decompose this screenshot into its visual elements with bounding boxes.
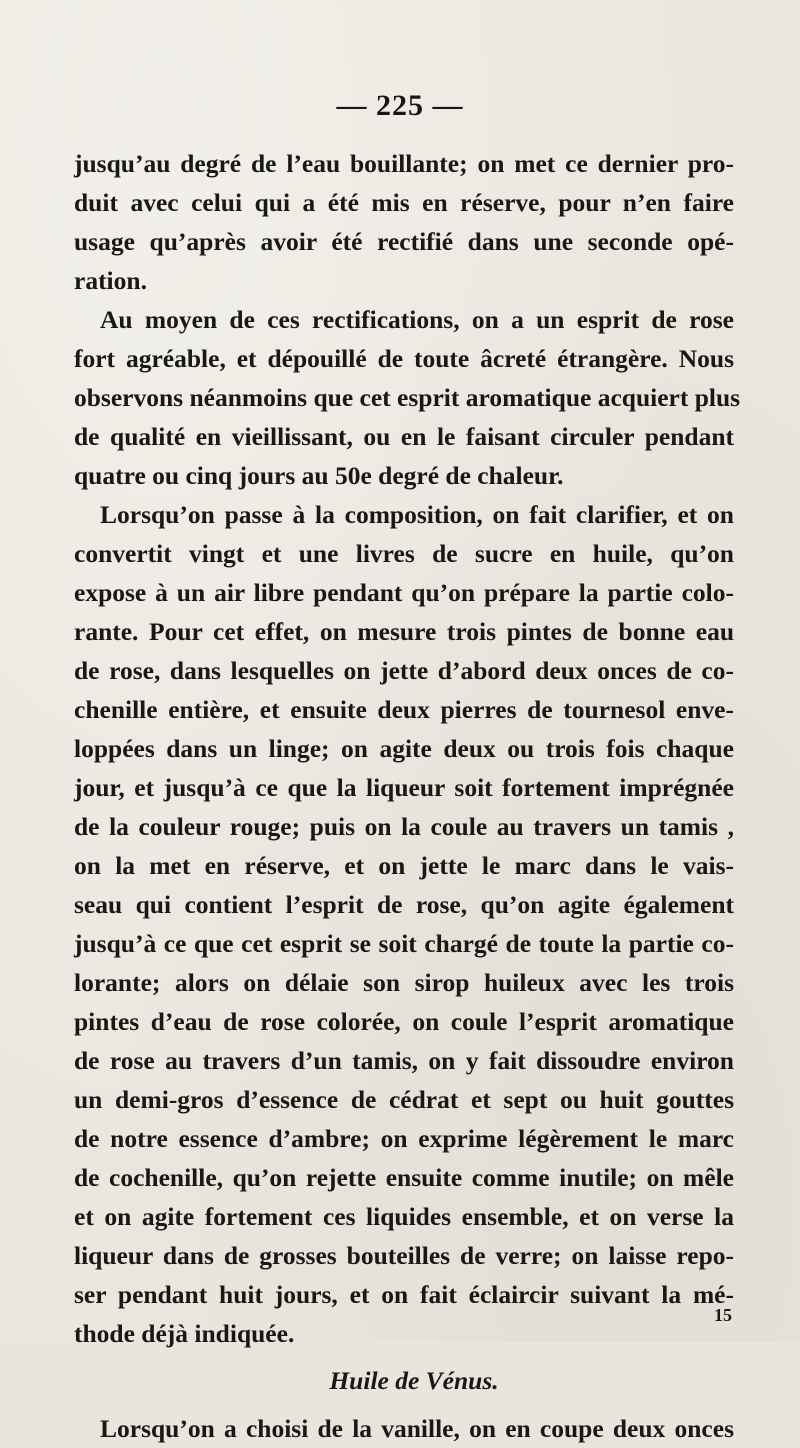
text-line: ration. [74, 266, 147, 295]
text-line: thode déjà indiquée. [74, 1319, 295, 1348]
text-line: et on agite fortement ces liquides ensemble, et on verse la [74, 1202, 734, 1231]
text-line: liqueur dans de grosses bouteilles de verre; on laisse repo- [74, 1241, 734, 1270]
text-line: un demi-gros d’essence de cédrat et sept ou huit gouttes [74, 1085, 734, 1114]
page-number: — 225 — [336, 89, 464, 122]
section-heading: Huile de Vénus. [329, 1366, 499, 1395]
text-line: convertit vingt et une livres de sucre en huile, qu’on [74, 539, 734, 568]
text-line: expose à un air libre pendant qu’on prépare la partie colo- [74, 578, 734, 607]
text-line: Lorsqu’on a choisi de la vanille, on en coupe deux onces [100, 1414, 734, 1443]
text-line: ser pendant huit jours, et on fait éclaircir suivant la mé- [74, 1280, 734, 1309]
text-line: usage qu’après avoir été rectifié dans une seconde opé- [74, 227, 734, 256]
text-line: loppées dans un linge; on agite deux ou trois fois chaque [74, 734, 734, 763]
text-line: chenille entière, et ensuite deux pierres de tournesol enve- [74, 695, 734, 724]
text-line: duit avec celui qui a été mis en réserve, pour n’en faire [74, 188, 734, 217]
text-line: on la met en réserve, et on jette le marc dans le vais- [74, 851, 734, 880]
text-line: Lorsqu’on passe à la composition, on fait clarifier, et on [100, 500, 734, 529]
text-line: observons néanmoins que cet esprit aromatique acquiert plus [74, 383, 741, 412]
text-line: de rose au travers d’un tamis, on y fait dissoudre environ [74, 1046, 734, 1075]
text-line: de qualité en vieillissant, ou en le faisant circuler pendant [74, 422, 734, 451]
text-line: fort agréable, et dépouillé de toute âcreté étrangère. Nous [74, 344, 734, 373]
text-line: jusqu’au degré de l’eau bouillante; on met ce dernier pro- [74, 149, 734, 178]
text-line: lorante; alors on délaie son sirop huileux avec les trois [74, 968, 734, 997]
body-text [74, 144, 741, 1448]
text-line: pintes d’eau de rose colorée, on coule l’esprit aromatique [74, 1007, 734, 1036]
text-line: seau qui contient l’esprit de rose, qu’on agite également [74, 890, 734, 919]
text-line: de rose, dans lesquelles on jette d’abord deux onces de co- [74, 656, 734, 685]
text-line: jour, et jusqu’à ce que la liqueur soit fortement imprégnée [74, 773, 734, 802]
text-line: de cochenille, qu’on rejette ensuite comme inutile; on mêle [74, 1163, 734, 1192]
text-line: de notre essence d’ambre; on exprime légèrement le marc [74, 1124, 734, 1153]
text-line: quatre ou cinq jours au 50e degré de chaleur. [74, 461, 564, 490]
text-line: jusqu’à ce que cet esprit se soit chargé de toute la partie co- [74, 929, 734, 958]
signature-mark: 15 [714, 1305, 732, 1325]
text-line: de la couleur rouge; puis on la coule au travers un tamis , [74, 812, 734, 841]
text-line: Au moyen de ces rectifications, on a un esprit de rose [100, 305, 734, 334]
text-line: rante. Pour cet effet, on mesure trois pintes de bonne eau [74, 617, 734, 646]
